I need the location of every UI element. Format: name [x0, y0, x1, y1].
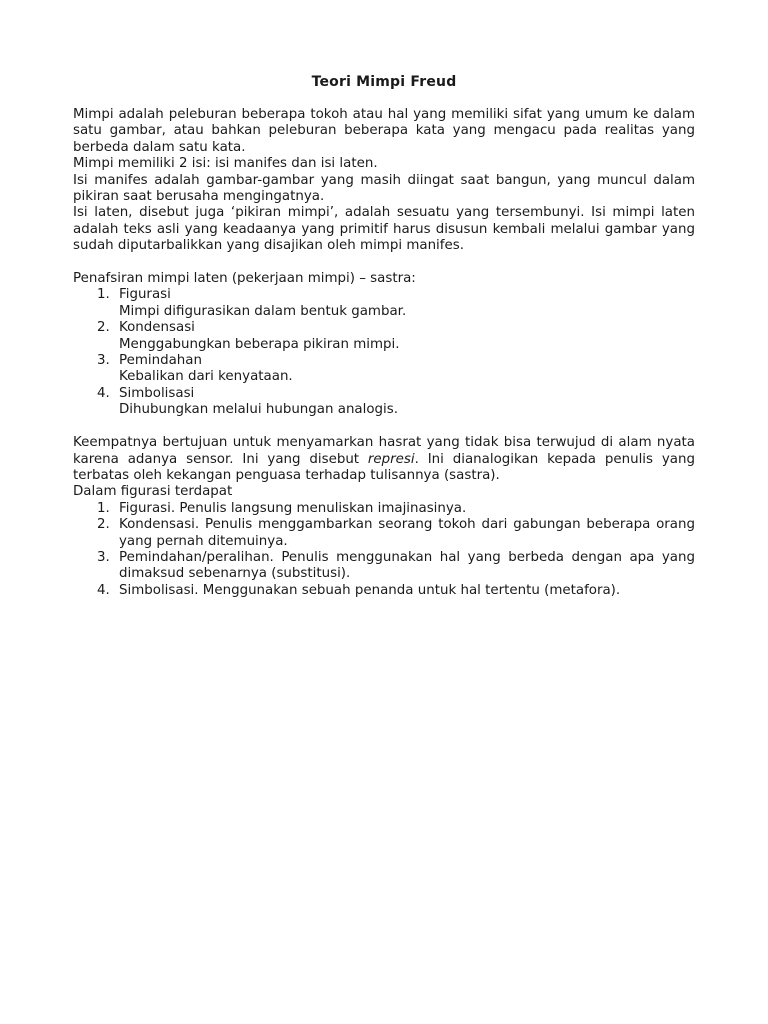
list-number: 3.	[97, 549, 110, 565]
list-number: 2.	[97, 320, 110, 336]
list-number: 3.	[97, 353, 110, 369]
document-title: Teori Mimpi Freud	[311, 74, 457, 90]
list-text: Figurasi. Penulis langsung menuliskan imajinasinya.	[119, 500, 467, 516]
figuration-heading: Dalam figurasi terdapat	[73, 484, 233, 500]
list-item	[73, 550, 695, 583]
conclusion-italic-term: represi	[367, 451, 415, 467]
interpretation-list	[73, 287, 695, 418]
conclusion-text-after: . Ini dianalogikan kepada penulis yang terbatas oleh kekangan penguasa terhadap tulisannya (sastra).	[73, 451, 695, 483]
list-text: Simbolisasi. Menggunakan sebuah penanda untuk hal tertentu (metafora).	[119, 582, 621, 598]
intro-paragraph: Mimpi memiliki 2 isi: isi manifes dan isi laten.	[73, 156, 378, 172]
list-item	[73, 501, 695, 517]
document-page	[73, 73, 695, 599]
list-number: 4.	[97, 385, 110, 401]
interpretation-heading: Penafsiran mimpi laten (pekerjaan mimpi) – sastra:	[73, 271, 416, 287]
conclusion-text-before: Keempatnya bertujuan untuk menyamarkan hasrat yang tidak bisa terwujud di alam nyata karena adanya sensor. Ini yang disebut	[73, 435, 695, 467]
list-item	[73, 353, 695, 386]
list-description: Mimpi difigurasikan dalam bentuk gambar.	[119, 303, 407, 319]
list-item	[73, 517, 695, 550]
list-description: Dihubungkan melalui hubungan analogis.	[119, 402, 398, 418]
list-term: Simbolisasi	[119, 385, 195, 401]
list-item	[73, 386, 695, 419]
list-description: Kebalikan dari kenyataan.	[119, 369, 293, 385]
list-number: 1.	[97, 287, 110, 303]
list-text: Pemindahan/peralihan. Penulis menggunakan hal yang berbeda dengan apa yang dimaksud sebenarnya (substitusi).	[119, 549, 695, 582]
intro-paragraph: Mimpi adalah peleburan beberapa tokoh atau hal yang memiliki sifat yang umum ke dalam satu gambar, atau bahkan peleburan beberapa kata yang mengacu pada realitas yang berbeda dalam satu kata.	[73, 107, 695, 155]
list-number: 2.	[97, 517, 110, 533]
figuration-list	[73, 501, 695, 599]
list-item	[73, 320, 695, 353]
list-term: Figurasi	[119, 287, 171, 303]
list-term: Kondensasi	[119, 320, 195, 336]
list-text: Kondensasi. Penulis menggambarkan seorang tokoh dari gabungan beberapa orang yang pernah ditemuinya.	[119, 517, 695, 549]
list-term: Pemindahan	[119, 353, 202, 369]
list-item	[73, 287, 695, 320]
list-number: 4.	[97, 582, 110, 598]
spacer	[73, 255, 695, 271]
intro-paragraph: Isi manifes adalah gambar-gambar yang masih diingat saat bangun, yang muncul dalam pikiran saat berusaha mengingatnya.	[73, 172, 695, 205]
spacer	[73, 419, 695, 435]
intro-paragraph: Isi laten, disebut juga ‘pikiran mimpi’, adalah sesuatu yang tersembunyi. Isi mimpi laten adalah teks asli yang keadaanya yang primitif harus disusun kembali melalui gambar yang sudah diputarbalikkan yang disajikan oleh mimpi manifes.	[73, 205, 695, 254]
list-description: Menggabungkan beberapa pikiran mimpi.	[119, 336, 400, 352]
list-number: 1.	[97, 500, 110, 516]
list-item	[73, 583, 695, 599]
conclusion-paragraph	[73, 435, 695, 484]
